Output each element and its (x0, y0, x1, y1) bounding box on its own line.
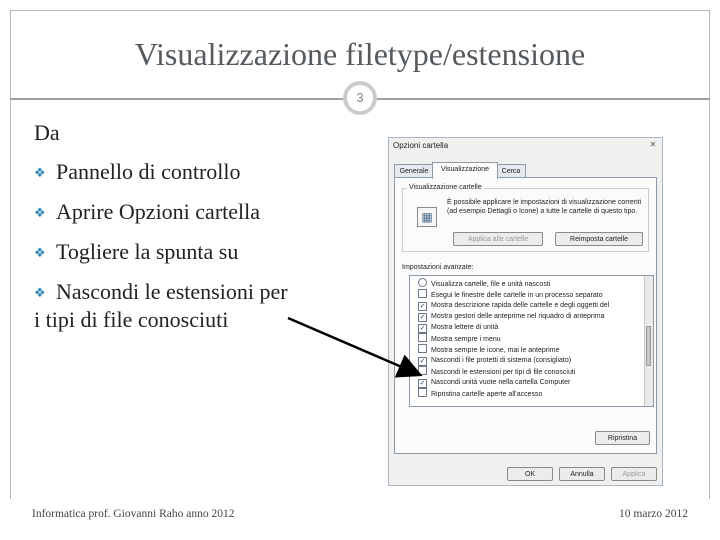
footer-date: 10 marzo 2012 (619, 508, 688, 520)
group-description: È possibile applicare le impostazioni di visualizzazione correnti (ad esempio Dettagli o Icone) a tutte le cartelle di questo tipo. (447, 199, 642, 215)
list-item[interactable]: Visualizza cartelle, file e unità nascosti (418, 278, 550, 289)
restore-defaults-button[interactable]: Ripristina (595, 431, 650, 445)
checkbox[interactable] (418, 366, 427, 375)
checkbox[interactable] (418, 344, 427, 353)
slide-number: 3 (343, 81, 377, 115)
list-scrollbar[interactable] (644, 276, 653, 406)
checkbox-checked[interactable]: ✓ (419, 314, 426, 321)
folder-options-dialog (388, 137, 663, 486)
bullet-item (34, 232, 394, 272)
close-icon[interactable]: ✕ (649, 140, 657, 149)
bullet-item (34, 192, 394, 232)
checkbox-checked[interactable]: ✓ (419, 380, 426, 387)
list-item-hide-extensions[interactable]: Nascondi le estensioni per tipi di file conosciuti (418, 366, 575, 377)
bullet-text: Pannello di controllo (56, 159, 241, 184)
checkbox-checked[interactable]: ✓ (419, 358, 426, 365)
list-item[interactable]: ✓ Nascondi i file protetti di sistema (consigliato) (419, 357, 572, 365)
advanced-settings-list[interactable] (409, 275, 654, 407)
radio-button[interactable] (418, 278, 427, 287)
tab-cerca[interactable]: Cerca (496, 164, 526, 178)
bullet-text: Togliere la spunta su (56, 239, 239, 264)
checkbox[interactable] (418, 333, 427, 342)
list-item[interactable]: Mostra sempre le icone, mai le anteprime (418, 344, 559, 355)
view-tab-panel (394, 177, 657, 454)
checkbox[interactable] (418, 388, 427, 397)
list-item[interactable]: ✓ Nascondi unità vuote nella cartella Computer (419, 379, 571, 387)
list-item[interactable]: ✓ Mostra descrizione rapida delle cartelle e degli oggetti del (419, 302, 610, 310)
body-continuation: i tipi di file conosciuti (34, 307, 229, 332)
checkbox-checked[interactable]: ✓ (419, 325, 426, 332)
list-item[interactable]: ✓ Mostra gestori delle anteprime nel riquadro di anteprima (419, 313, 605, 321)
dialog-title: Opzioni cartella (393, 141, 449, 150)
bullet-text: Aprire Opzioni cartella (56, 199, 261, 224)
list-item[interactable]: Mostra sempre i menu (418, 333, 501, 344)
apply-to-folders-button[interactable]: Applica alle cartelle (453, 232, 543, 246)
list-item[interactable]: Esegui le finestre delle cartelle in un processo separato (418, 289, 603, 300)
tab-generale[interactable]: Generale (394, 164, 434, 178)
slide-body (34, 113, 394, 312)
bullet-text: Nascondi le estensioni per (56, 279, 288, 304)
bullet-item (34, 152, 394, 192)
scrollbar-thumb[interactable] (646, 326, 651, 366)
slide-title: Visualizzazione filetype/estensione (134, 36, 586, 72)
bullet-icon: ❖ (34, 285, 46, 300)
advanced-settings-label: Impostazioni avanzate: (402, 264, 474, 271)
group-title: Visualizzazione cartelle (409, 184, 482, 191)
folder-view-icon: ▦ (417, 207, 437, 227)
bullet-icon: ❖ (34, 245, 46, 260)
list-item[interactable]: Ripristina cartelle aperte all'accesso (418, 388, 542, 399)
tab-visualizzazione[interactable]: Visualizzazione (432, 162, 498, 179)
body-intro: Da (34, 120, 60, 145)
bullet-icon: ❖ (34, 165, 46, 180)
reset-folders-button[interactable]: Reimposta cartelle (555, 232, 643, 246)
bullet-icon: ❖ (34, 205, 46, 220)
cancel-button[interactable]: Annulla (559, 467, 605, 481)
checkbox-checked[interactable]: ✓ (419, 303, 426, 310)
checkbox[interactable] (418, 289, 427, 298)
ok-button[interactable]: OK (507, 467, 553, 481)
apply-button[interactable]: Applica (611, 467, 657, 481)
list-item[interactable]: ✓ Mostra lettere di unità (419, 324, 499, 332)
folder-views-group (402, 184, 649, 252)
footer-author: Informatica prof. Giovanni Raho anno 2012 (32, 508, 235, 520)
